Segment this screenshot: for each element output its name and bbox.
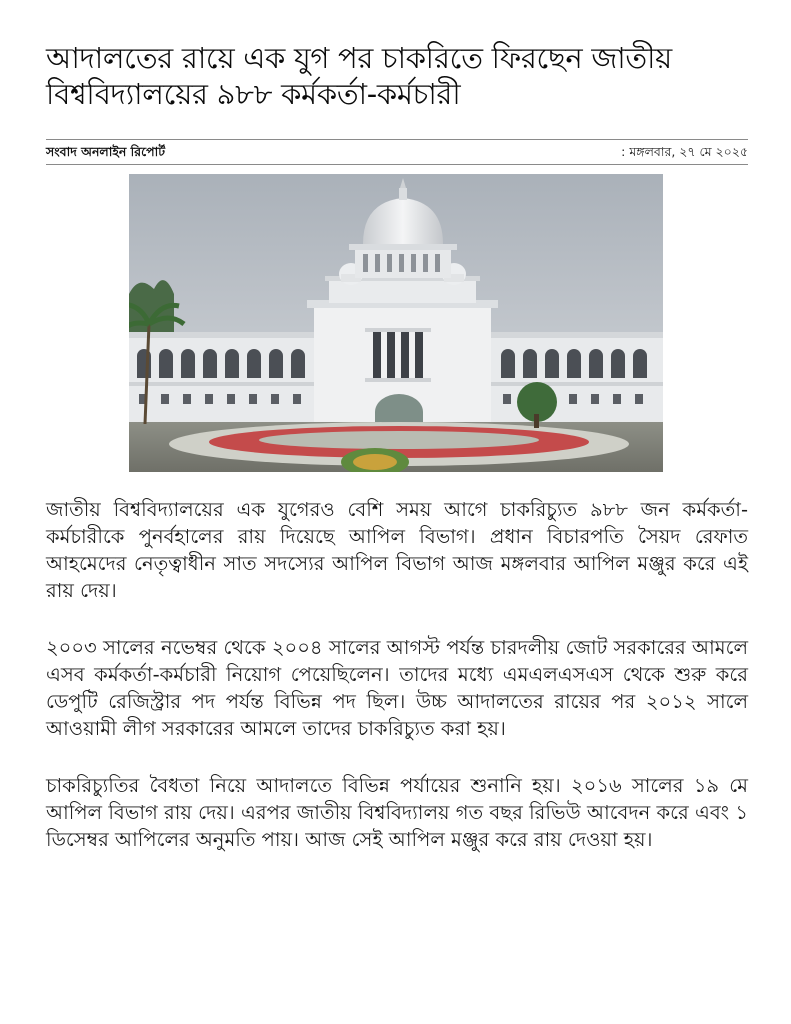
publish-date: : মঙ্গলবার, ২৭ মে ২০২৫: [621, 144, 748, 159]
author-byline: সংবাদ অনলাইন রিপোর্ট: [46, 144, 166, 159]
paragraph-2: ২০০৩ সালের নভেম্বর থেকে ২০০৪ সালের আগস্ট পর্যন্ত চারদলীয় জোট সরকারের আমলে এসব কর্মকর্তা-কর্মচারী নিয়োগ পেয়েছিলেন। তাদের মধ্যে এমএলএসএস থেকে শুরু করে ডেপুটি রেজিস্ট্রার পদ পর্যন্ত বিভিন্ন পদ ছিল। উচ্চ আদালতের রায়ের পর ২০১২ সালে আওয়ামী লীগ সরকারের আমলে তাদের চাকরিচ্যুত করা হয়।: [46, 636, 748, 740]
article-body: [46, 496, 748, 883]
article-photo: [129, 174, 663, 472]
byline-bar: [46, 139, 748, 165]
supreme-court-building-image: [129, 174, 663, 472]
paragraph-3: চাকরিচ্যুতির বৈধতা নিয়ে আদালতে বিভিন্ন পর্যায়ের শুনানি হয়। ২০১৬ সালের ১৯ মে আপিল বিভাগ রায় দেয়। এরপর জাতীয় বিশ্ববিদ্যালয় গত বছর রিভিউ আবেদন করে এবং ১ ডিসেম্বর আপিলের অনুমতি পায়। আজ সেই আপিল মঞ্জুর করে রায় দেওয়া হয়।: [46, 774, 748, 851]
article-headline: আদালতের রায়ে এক যুগ পর চাকরিতে ফিরছেন জাতীয় বিশ্ববিদ্যালয়ের ৯৮৮ কর্মকর্তা-কর্মচারী: [46, 41, 672, 111]
paragraph-1: জাতীয় বিশ্ববিদ্যালয়ের এক যুগেরও বেশি সময় আগে চাকরিচ্যুত ৯৮৮ জন কর্মকর্তা-কর্মচারীকে পুনর্বহালের রায় দিয়েছে আপিল বিভাগ। প্রধান বিচারপতি সৈয়দ রেফাত আহমেদের নেতৃত্বাধীন সাত সদস্যের আপিল বিভাগ আজ মঙ্গলবার আপিল মঞ্জুর করে এই রায় দেয়।: [46, 498, 748, 602]
